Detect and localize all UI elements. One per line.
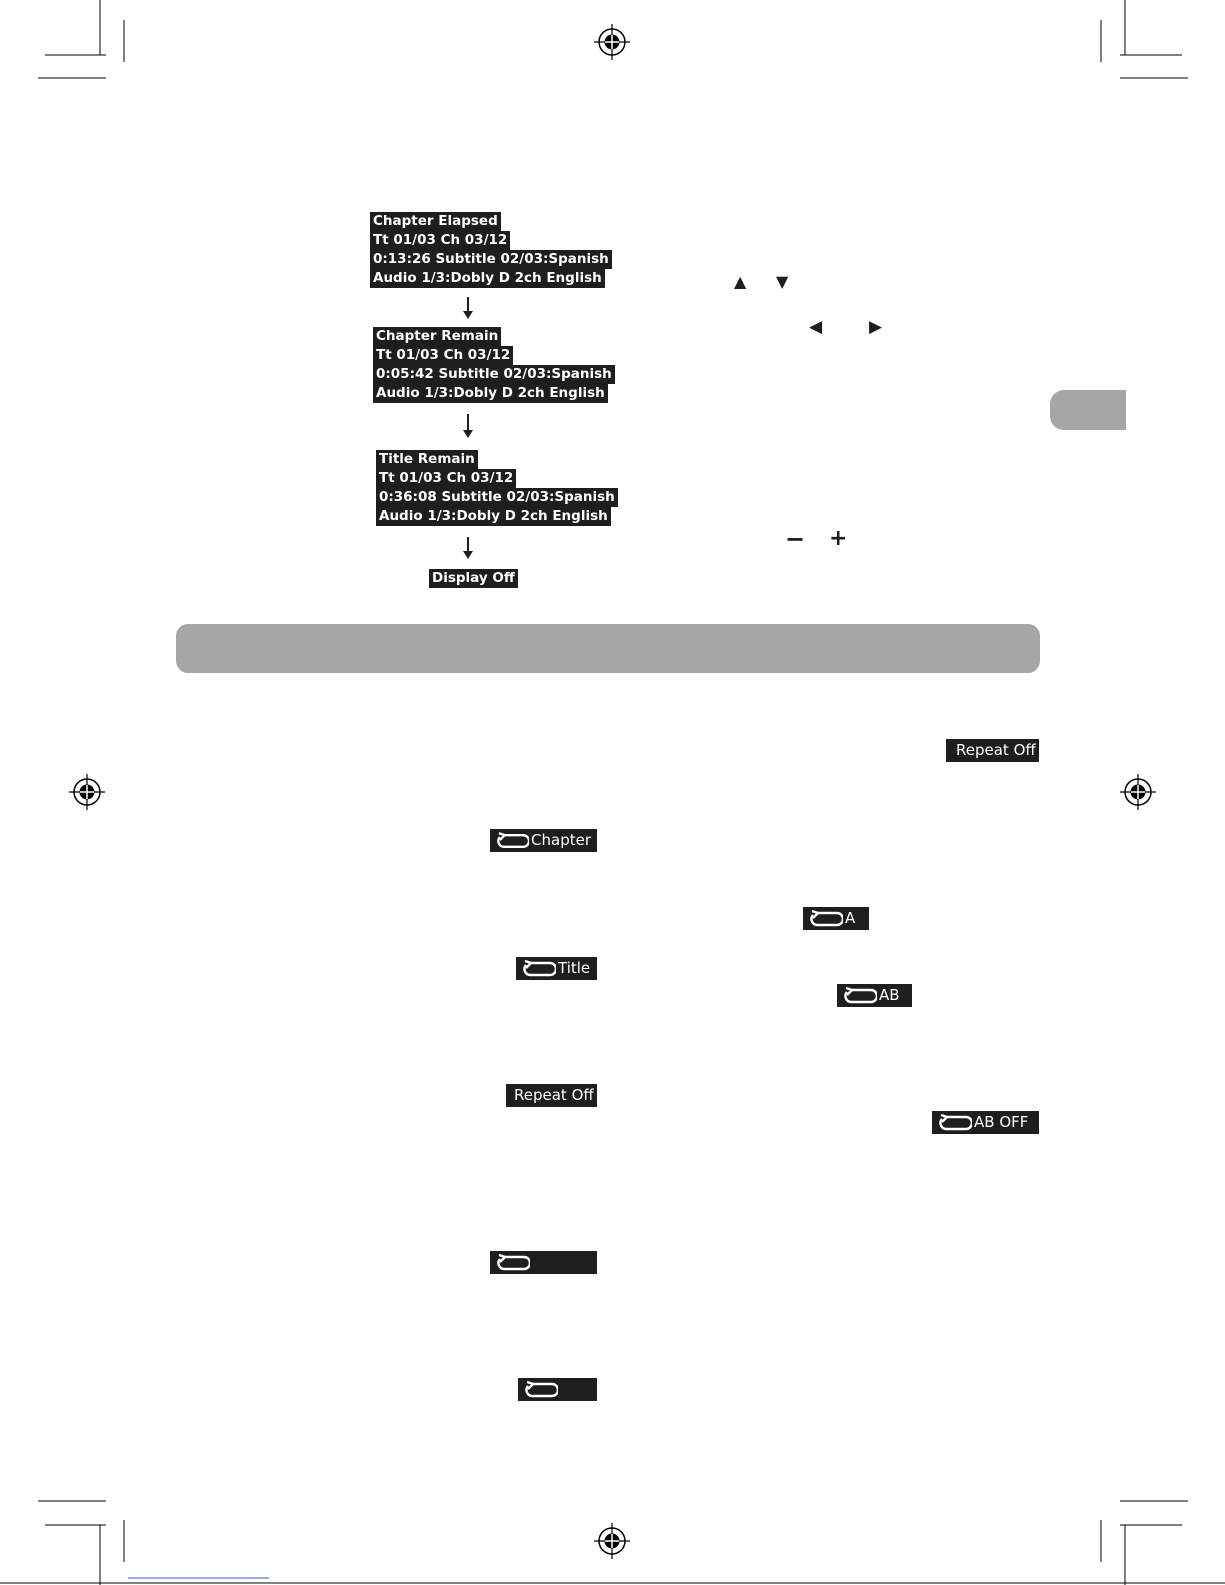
flow-arrow-2 — [467, 414, 469, 436]
right-arrow-icon: ▶ — [869, 317, 883, 337]
repeat-off-tag-left — [506, 1084, 597, 1107]
repeat-icon — [843, 986, 877, 1006]
registration-target-top — [594, 24, 630, 60]
repeat-a-tag — [803, 907, 869, 930]
osd-chapter-elapsed-line3: 0:13:26 Subtitle 02/03:Spanish — [370, 250, 612, 269]
osd-title-remain-line4: Audio 1/3:Dobly D 2ch English — [376, 507, 611, 526]
repeat-off-label: Repeat Off — [514, 1086, 594, 1104]
left-arrow-icon: ◀ — [809, 317, 823, 337]
repeat-chapter-label: Chapter — [531, 831, 591, 849]
minus-icon: − — [785, 525, 806, 553]
registration-target-bottom — [594, 1523, 630, 1559]
side-language-tab — [1050, 390, 1126, 430]
registration-target-right — [1120, 774, 1156, 810]
repeat-off-tag-right — [946, 739, 1039, 762]
down-arrow-icon: ▼ — [776, 272, 789, 291]
repeat-blank-tag-1 — [490, 1251, 597, 1274]
repeat-icon — [809, 909, 843, 929]
flow-arrow-3 — [467, 537, 469, 557]
repeat-ab-tag — [837, 984, 912, 1007]
registration-target-left — [69, 774, 105, 810]
section-header-bar — [176, 624, 1040, 673]
up-arrow-icon: ▲ — [734, 272, 747, 291]
repeat-a-label: A — [845, 909, 856, 927]
repeat-ab-off-tag — [932, 1111, 1039, 1134]
osd-chapter-remain-line2: Tt 01/03 Ch 03/12 — [373, 346, 513, 365]
plus-icon: + — [829, 526, 848, 551]
repeat-blank-tag-2 — [518, 1378, 597, 1401]
repeat-ab-label: AB — [879, 986, 900, 1004]
flow-arrow-1 — [467, 297, 469, 317]
repeat-title-label: Title — [558, 959, 591, 977]
repeat-icon — [496, 831, 529, 851]
osd-chapter-remain-line3: 0:05:42 Subtitle 02/03:Spanish — [373, 365, 615, 384]
osd-chapter-remain-line4: Audio 1/3:Dobly D 2ch English — [373, 384, 608, 403]
osd-title-remain-line3: 0:36:08 Subtitle 02/03:Spanish — [376, 488, 618, 507]
osd-display-off: Display Off — [429, 569, 518, 588]
osd-chapter-remain-line1: Chapter Remain — [373, 327, 501, 346]
repeat-chapter-tag — [490, 829, 597, 852]
repeat-icon — [496, 1253, 530, 1273]
repeat-title-tag — [516, 957, 597, 980]
repeat-ab-off-label: AB OFF — [974, 1113, 1029, 1131]
repeat-icon — [938, 1113, 972, 1133]
osd-chapter-elapsed-line2: Tt 01/03 Ch 03/12 — [370, 231, 510, 250]
repeat-off-right-label: Repeat Off — [956, 741, 1036, 759]
osd-chapter-elapsed-line1: Chapter Elapsed — [370, 212, 501, 231]
osd-title-remain-line2: Tt 01/03 Ch 03/12 — [376, 469, 516, 488]
osd-title-remain-line1: Title Remain — [376, 450, 478, 469]
osd-chapter-elapsed-line4: Audio 1/3:Dobly D 2ch English — [370, 269, 605, 288]
repeat-icon — [524, 1380, 558, 1400]
repeat-icon — [522, 959, 556, 979]
